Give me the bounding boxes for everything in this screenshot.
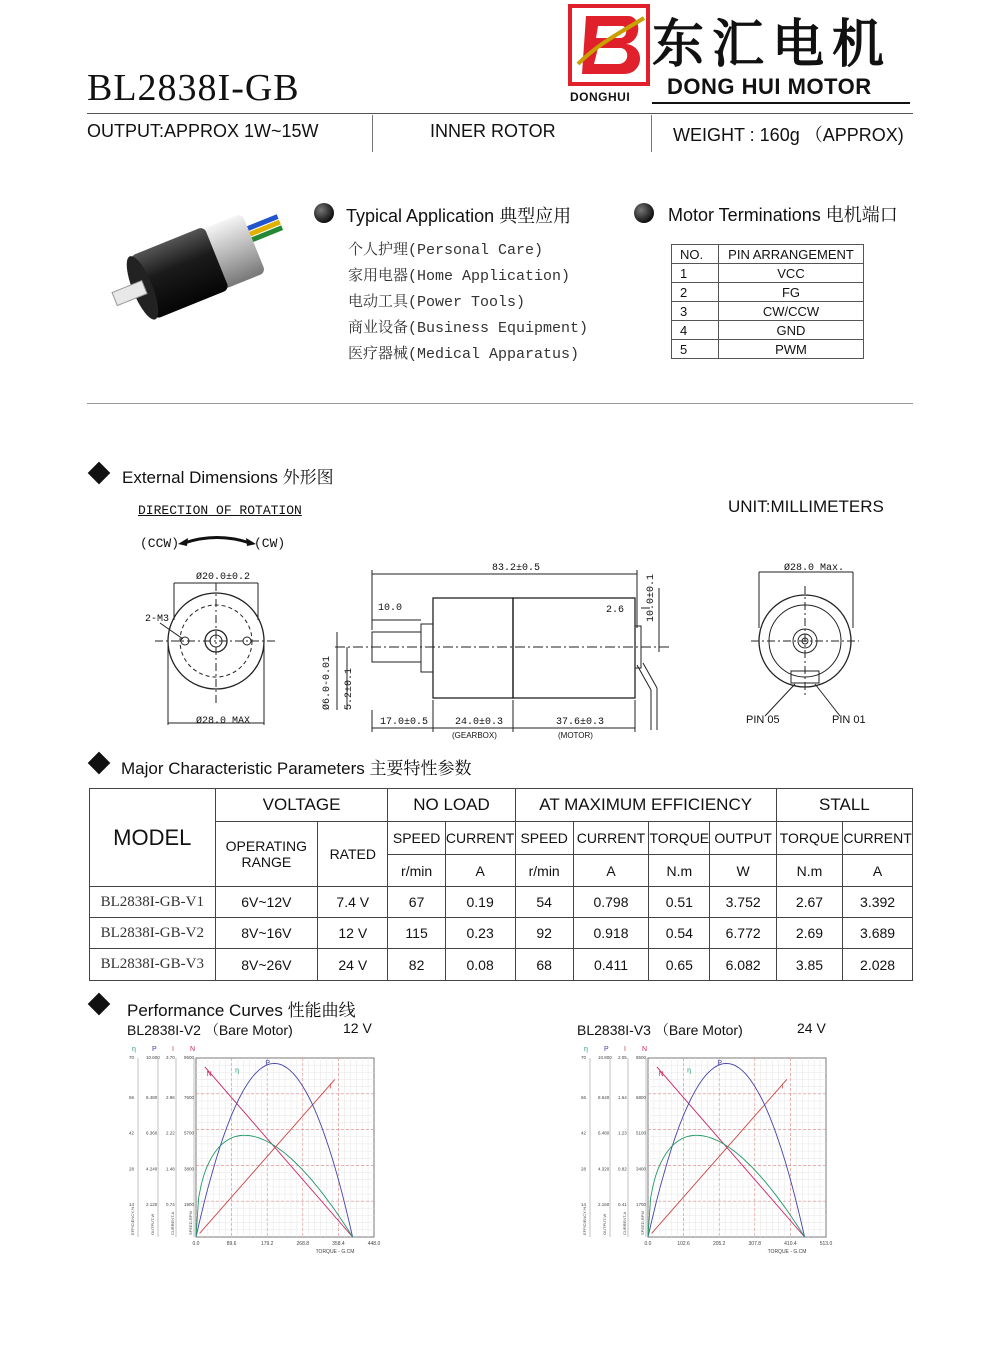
chart-voltage: 12 V	[343, 1020, 372, 1036]
tick-label: 5100	[636, 1130, 647, 1136]
table-cell: 6.772	[710, 918, 776, 949]
side-view-drawing	[325, 560, 685, 745]
application-item: 医疗器械(Medical Apparatus)	[348, 346, 580, 363]
table-cell: 6V~12V	[215, 887, 318, 918]
axis-name: OUTPUT-W	[150, 1213, 155, 1235]
tick-label: 28	[581, 1166, 587, 1172]
application-item: 电动工具(Power Tools)	[348, 294, 526, 311]
brand-name-en: DONG HUI MOTOR	[667, 74, 872, 99]
column-head: N	[642, 1046, 648, 1053]
header-sub: TORQUE	[776, 822, 842, 855]
performance-chart-v3	[570, 1042, 835, 1262]
dim-label: (MOTOR)	[558, 731, 593, 740]
tick-label: 4.240	[146, 1166, 158, 1172]
axis-name: CURRENT-A	[622, 1211, 627, 1235]
curve-label-i: I	[329, 1083, 332, 1091]
table-row	[90, 887, 913, 918]
section-rule	[87, 403, 913, 404]
tick-label: 2.05	[618, 1055, 627, 1060]
x-tick-label: 0.0	[192, 1241, 200, 1247]
rotation-title: DIRECTION OF ROTATION	[138, 503, 302, 518]
tick-label: 2.120	[146, 1202, 158, 1208]
diamond-icon	[88, 752, 111, 775]
pin-name: FG	[719, 283, 864, 302]
table-cell: 2.028	[843, 949, 913, 981]
pin-name: VCC	[719, 264, 864, 283]
tick-label: 8.640	[598, 1094, 610, 1100]
table-cell: 8V~26V	[215, 949, 318, 981]
tick-label: 0.41	[618, 1202, 627, 1208]
tick-label: 6800	[636, 1094, 647, 1100]
dim-label: 2.6	[606, 605, 625, 616]
dim-label: Ø28.0 Max.	[784, 563, 845, 574]
table-cell: 82	[388, 949, 445, 981]
dim-label: 10.0	[378, 603, 403, 614]
curve-label-p: P	[717, 1060, 723, 1068]
dim-label: 17.0±0.5	[380, 717, 429, 728]
axis-name: EFFICIENCY-%	[130, 1206, 135, 1235]
axis-name: CURRENT-A	[170, 1211, 175, 1235]
tick-label: 14	[581, 1202, 587, 1208]
table-cell: 0.51	[649, 887, 710, 918]
front-view-drawing	[140, 565, 290, 735]
logo-icon	[568, 4, 650, 104]
spec-weight: WEIGHT : 160g （APPROX)	[673, 125, 904, 145]
table-cell: 0.798	[573, 887, 648, 918]
tick-label: 56	[129, 1094, 135, 1100]
x-tick-label: 102.6	[677, 1241, 690, 1247]
tick-label: 3.70	[166, 1055, 175, 1060]
dim-label: 37.6±0.3	[556, 717, 605, 728]
header-unit: A	[843, 855, 913, 887]
column-head: P	[604, 1046, 609, 1053]
pin-header-no: NO.	[672, 245, 719, 264]
rotation-arrow-icon	[178, 532, 256, 548]
tick-label: 4.320	[598, 1166, 610, 1172]
header-op-range: OPERATING RANGE	[215, 822, 318, 887]
table-cell: 0.411	[573, 949, 648, 981]
table-cell: 2.69	[776, 918, 842, 949]
pin-no: 3	[672, 302, 719, 321]
terminations-title: Motor Terminations 电机端口	[668, 205, 898, 225]
header-unit: N.m	[776, 855, 842, 887]
header-unit: r/min	[515, 855, 573, 887]
table-cell: 2.67	[776, 887, 842, 918]
x-tick-label: 448.0	[367, 1241, 381, 1247]
tick-label: 1.48	[166, 1166, 175, 1172]
rotation-cw: (CW)	[254, 536, 286, 551]
logo-text: DONGHUI	[570, 90, 631, 104]
tick-label: 1.64	[618, 1094, 627, 1100]
column-head: η	[132, 1046, 136, 1053]
header-maxeff: AT MAXIMUM EFFICIENCY	[515, 789, 776, 822]
curve-label-eta: η	[687, 1067, 692, 1075]
model-cell: BL2838I-GB-V3	[90, 949, 216, 981]
chart-label: BL2838I-V3 （Bare Motor)	[577, 1022, 743, 1038]
pin-name: PWM	[719, 340, 864, 359]
curve-label-eta: η	[235, 1067, 240, 1075]
header-noload: NO LOAD	[388, 789, 515, 822]
table-cell: 12 V	[318, 918, 388, 949]
unit-label: UNIT:MILLIMETERS	[728, 497, 884, 516]
curve-label-n: N	[658, 1070, 664, 1078]
tick-label: 7600	[184, 1094, 195, 1100]
pin05-label: PIN 05	[746, 714, 780, 726]
table-cell: 115	[388, 918, 445, 949]
table-cell: 7.4 V	[318, 887, 388, 918]
dim-label: Ø6.0-0.01	[322, 655, 333, 710]
application-item: 个人护理(Personal Care)	[348, 242, 544, 259]
tick-label: 70	[129, 1055, 135, 1060]
table-cell: 3.689	[843, 918, 913, 949]
chart-label: BL2838I-V2 （Bare Motor)	[127, 1022, 293, 1038]
table-cell: 0.23	[445, 918, 515, 949]
table-cell: 54	[515, 887, 573, 918]
tick-label: 8500	[636, 1055, 647, 1060]
table-cell: 0.54	[649, 918, 710, 949]
tick-label: 42	[581, 1130, 587, 1136]
x-tick-label: 0.0	[644, 1241, 652, 1247]
rear-view-drawing	[745, 558, 875, 728]
tick-label: 3400	[636, 1166, 647, 1172]
performance-chart-v2	[118, 1042, 383, 1262]
pin-header-arr: PIN ARRANGEMENT	[719, 245, 864, 264]
tick-label: 28	[129, 1166, 135, 1172]
tick-label: 10.600	[146, 1055, 160, 1060]
axis-name: SPEED-RPM	[640, 1211, 645, 1235]
tick-label: 0.82	[618, 1166, 627, 1172]
diamond-icon	[88, 993, 111, 1016]
tick-label: 10.800	[598, 1055, 612, 1060]
tick-label: 70	[581, 1055, 587, 1060]
tick-label: 0.74	[166, 1202, 175, 1208]
table-cell: 3.392	[843, 887, 913, 918]
brand-name-cn: 东汇电机	[652, 17, 893, 74]
tick-label: 6.360	[146, 1130, 158, 1136]
header-sub: SPEED	[515, 822, 573, 855]
application-item: 家用电器(Home Application)	[348, 268, 571, 285]
spec-output: OUTPUT:APPROX 1W~15W	[87, 121, 319, 141]
pin-no: 2	[672, 283, 719, 302]
tick-label: 5700	[184, 1130, 195, 1136]
dim-label: Ø28.0 MAX	[196, 716, 251, 727]
x-tick-label: 410.4	[784, 1241, 797, 1247]
header-voltage: VOLTAGE	[215, 789, 388, 822]
header-sub: CURRENT	[573, 822, 648, 855]
bullet-icon	[634, 203, 654, 223]
tick-label: 42	[129, 1130, 135, 1136]
header-sub: CURRENT	[843, 822, 913, 855]
x-tick-label: 179.2	[260, 1241, 274, 1247]
dimensions-title: External Dimensions 外形图	[122, 468, 334, 487]
dim-label: (GEARBOX)	[452, 731, 497, 740]
table-row	[90, 949, 913, 981]
pin-name: CW/CCW	[719, 302, 864, 321]
table-cell: 92	[515, 918, 573, 949]
table-cell: 24 V	[318, 949, 388, 981]
table-cell: 3.752	[710, 887, 776, 918]
page-title: BL2838I-GB	[87, 67, 300, 109]
column-head: P	[152, 1046, 157, 1053]
x-tick-label: 268.8	[296, 1241, 310, 1247]
motor-photo	[100, 195, 300, 345]
pin-table	[671, 244, 864, 359]
pin-no: 5	[672, 340, 719, 359]
bullet-icon	[314, 203, 334, 223]
application-title: Typical Application 典型应用	[346, 206, 572, 226]
diamond-icon	[88, 462, 111, 485]
column-head: η	[584, 1046, 588, 1053]
header-unit: A	[573, 855, 648, 887]
table-cell: 0.08	[445, 949, 515, 981]
x-tick-label: 513.0	[819, 1241, 833, 1247]
header-unit: A	[445, 855, 515, 887]
model-cell: BL2838I-GB-V1	[90, 887, 216, 918]
header-unit: N.m	[649, 855, 710, 887]
dim-label: 24.0±0.3	[455, 717, 504, 728]
x-tick-label: 307.8	[748, 1241, 762, 1247]
dim-label: 10.0±0.1	[646, 573, 657, 622]
curves-title: Performance Curves 性能曲线	[127, 1001, 356, 1020]
spec-divider	[372, 115, 373, 152]
model-cell: BL2838I-GB-V2	[90, 918, 216, 949]
axis-name: EFFICIENCY-%	[582, 1206, 587, 1235]
tick-label: 14	[129, 1202, 135, 1208]
tick-label: 8.480	[146, 1094, 158, 1100]
tick-label: 2.96	[166, 1094, 175, 1100]
axis-name: SPEED-RPM	[188, 1211, 193, 1235]
header-sub: CURRENT	[445, 822, 515, 855]
header-unit: r/min	[388, 855, 445, 887]
table-cell: 8V~16V	[215, 918, 318, 949]
dim-label: 5.2±0.1	[344, 667, 355, 710]
dim-label: 83.2±0.5	[492, 563, 541, 574]
header-sub: SPEED	[388, 822, 445, 855]
brand-logo	[568, 4, 650, 104]
header-sub: OUTPUT	[710, 822, 776, 855]
table-cell: 68	[515, 949, 573, 981]
tick-label: 9500	[184, 1055, 195, 1060]
table-cell: 0.19	[445, 887, 515, 918]
pin-name: GND	[719, 321, 864, 340]
x-tick-label: 89.6	[226, 1241, 237, 1247]
x-axis-label: TORQUE - G.CM	[767, 1249, 807, 1255]
x-tick-label: 358.4	[332, 1241, 345, 1247]
table-cell: 0.918	[573, 918, 648, 949]
header-stall: STALL	[776, 789, 912, 822]
header-sub: TORQUE	[649, 822, 710, 855]
spec-divider	[651, 115, 652, 152]
parameters-title: Major Characteristic Parameters 主要特性参数	[121, 759, 472, 778]
x-axis-label: TORQUE - G.CM	[315, 1249, 355, 1255]
pin-no: 1	[672, 264, 719, 283]
axis-name: OUTPUT-W	[602, 1213, 607, 1235]
header-unit: W	[710, 855, 776, 887]
pin01-label: PIN 01	[832, 714, 866, 726]
header-rated: RATED	[318, 822, 388, 887]
application-item: 商业设备(Business Equipment)	[348, 320, 589, 337]
pin-no: 4	[672, 321, 719, 340]
table-cell: 3.85	[776, 949, 842, 981]
tick-label: 2.22	[166, 1130, 175, 1136]
table-row	[90, 918, 913, 949]
tick-label: 6.480	[598, 1130, 610, 1136]
application-list	[348, 238, 588, 368]
curve-label-p: P	[265, 1060, 271, 1068]
rotation-ccw: (CCW)	[140, 536, 180, 551]
brand-underline	[652, 102, 910, 104]
parameters-table	[89, 788, 913, 981]
dim-label: 2-M3	[145, 614, 170, 625]
tick-label: 3800	[184, 1166, 195, 1172]
chart-voltage: 24 V	[797, 1020, 826, 1036]
tick-label: 1.23	[618, 1130, 627, 1136]
spec-rotor: INNER ROTOR	[430, 121, 556, 141]
header-rule	[87, 113, 913, 114]
column-head: N	[190, 1046, 196, 1053]
table-cell: 67	[388, 887, 445, 918]
tick-label: 1900	[184, 1202, 195, 1208]
table-cell: 6.082	[710, 949, 776, 981]
table-cell: 0.65	[649, 949, 710, 981]
column-head: I	[624, 1046, 626, 1053]
curve-label-n: N	[206, 1070, 212, 1078]
column-head: I	[172, 1046, 174, 1053]
dim-label: Ø20.0±0.2	[196, 572, 251, 583]
header-model: MODEL	[90, 789, 216, 887]
tick-label: 2.160	[598, 1202, 610, 1208]
curve-label-i: I	[781, 1083, 784, 1091]
tick-label: 1700	[636, 1202, 647, 1208]
x-tick-label: 205.2	[712, 1241, 726, 1247]
tick-label: 56	[581, 1094, 587, 1100]
